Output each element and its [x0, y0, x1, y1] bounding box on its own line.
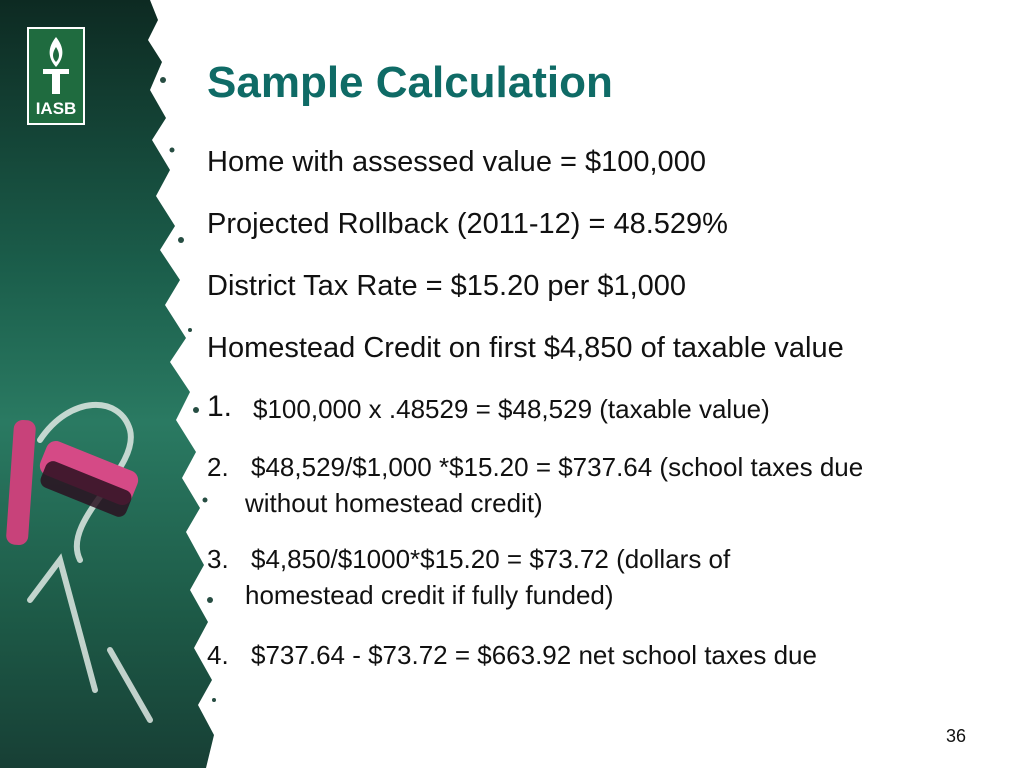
iasb-logo — [27, 27, 85, 125]
step-number: 4. — [207, 640, 229, 670]
step-text: $48,529/$1,000 *$15.20 = $737.64 (school taxes due — [251, 452, 864, 482]
step-text: $4,850/$1000*$15.20 = $73.72 (dollars of — [251, 544, 731, 574]
step-text: $100,000 x .48529 = $48,529 (taxable value) — [253, 394, 770, 424]
step-number: 3. — [207, 544, 229, 574]
logo-text: IASB — [35, 99, 77, 118]
bullet-rollback: Projected Rollback (2011-12) = 48.529% — [207, 208, 728, 240]
bullet-assessed-value: Home with assessed value = $100,000 — [207, 146, 706, 178]
torch-icon — [29, 29, 83, 99]
step-text-continued: without homestead credit) — [245, 488, 543, 518]
step-number: 1. — [207, 390, 233, 423]
slide-title: Sample Calculation — [207, 58, 613, 107]
step-number: 2. — [207, 452, 229, 482]
step-text: $737.64 - $73.72 = $663.92 net school taxes due — [251, 640, 817, 670]
bullet-tax-rate: District Tax Rate = $15.20 per $1,000 — [207, 270, 687, 302]
step-text-continued: homestead credit if fully funded) — [245, 580, 614, 610]
page-number: 36 — [946, 726, 967, 746]
bullet-homestead-credit: Homestead Credit on first $4,850 of taxable value — [207, 332, 844, 364]
